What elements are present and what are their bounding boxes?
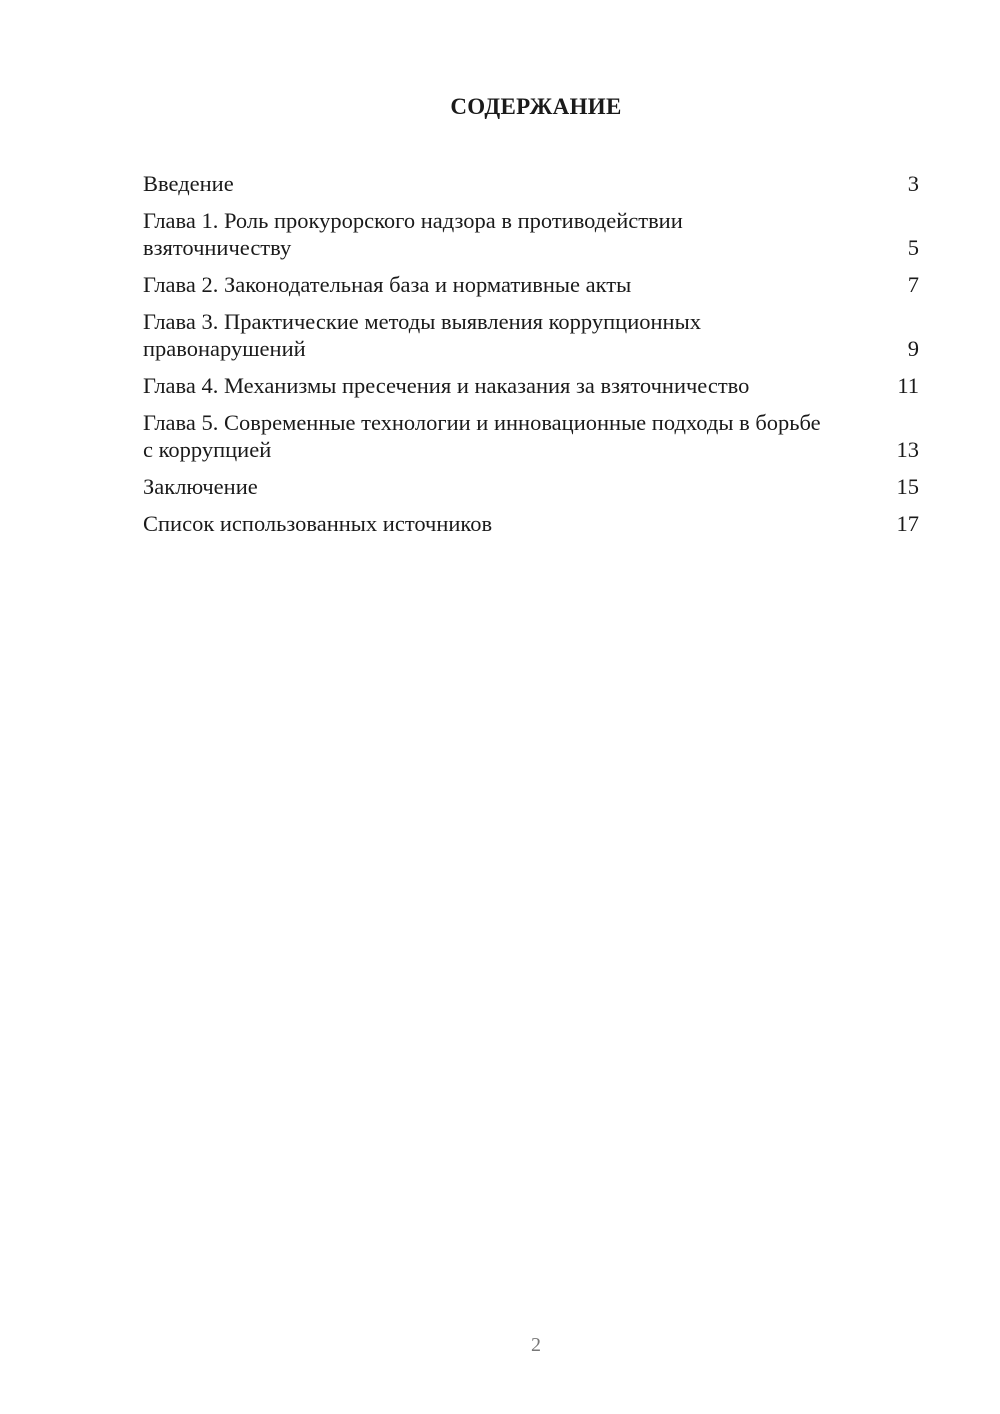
toc-entry-references (143, 510, 919, 537)
toc-entry-title: Глава 3. Практические методы выявления коррупционных правонарушений (143, 309, 701, 361)
table-of-contents (143, 170, 919, 547)
toc-entry-chapter-2 (143, 271, 919, 298)
toc-entry-title: Глава 5. Современные технологии и инновационные подходы в борьбе с коррупцией (143, 410, 821, 462)
toc-entry-page: 13 (896, 437, 919, 462)
toc-entry-title: Заключение (143, 474, 258, 499)
toc-entry-page: 7 (907, 272, 919, 297)
toc-entry-chapter-5 (143, 409, 919, 463)
toc-entry-title: Глава 1. Роль прокурорского надзора в противодействии взяточничеству (143, 208, 683, 260)
toc-entry-page: 17 (896, 511, 919, 536)
page-number: 2 (531, 1334, 541, 1356)
toc-entry-page: 15 (896, 474, 919, 499)
toc-entry-chapter-1 (143, 207, 919, 261)
toc-entry-page: 11 (897, 373, 919, 398)
toc-entry-chapter-3 (143, 308, 919, 362)
toc-entry-page: 5 (907, 235, 919, 260)
toc-entry-chapter-4 (143, 372, 919, 399)
toc-entry-title: Глава 2. Законодательная база и нормативные акты (143, 272, 632, 297)
page-title: СОДЕРЖАНИЕ (450, 94, 622, 119)
toc-entry-title: Список использованных источников (143, 511, 493, 536)
toc-entry-page: 9 (907, 336, 919, 361)
toc-entry-introduction (143, 170, 919, 197)
toc-entry-title: Глава 4. Механизмы пресечения и наказания за взяточничество (143, 373, 750, 398)
toc-entry-page: 3 (907, 171, 919, 196)
toc-entry-title: Введение (143, 171, 234, 196)
toc-entry-conclusion (143, 473, 919, 500)
